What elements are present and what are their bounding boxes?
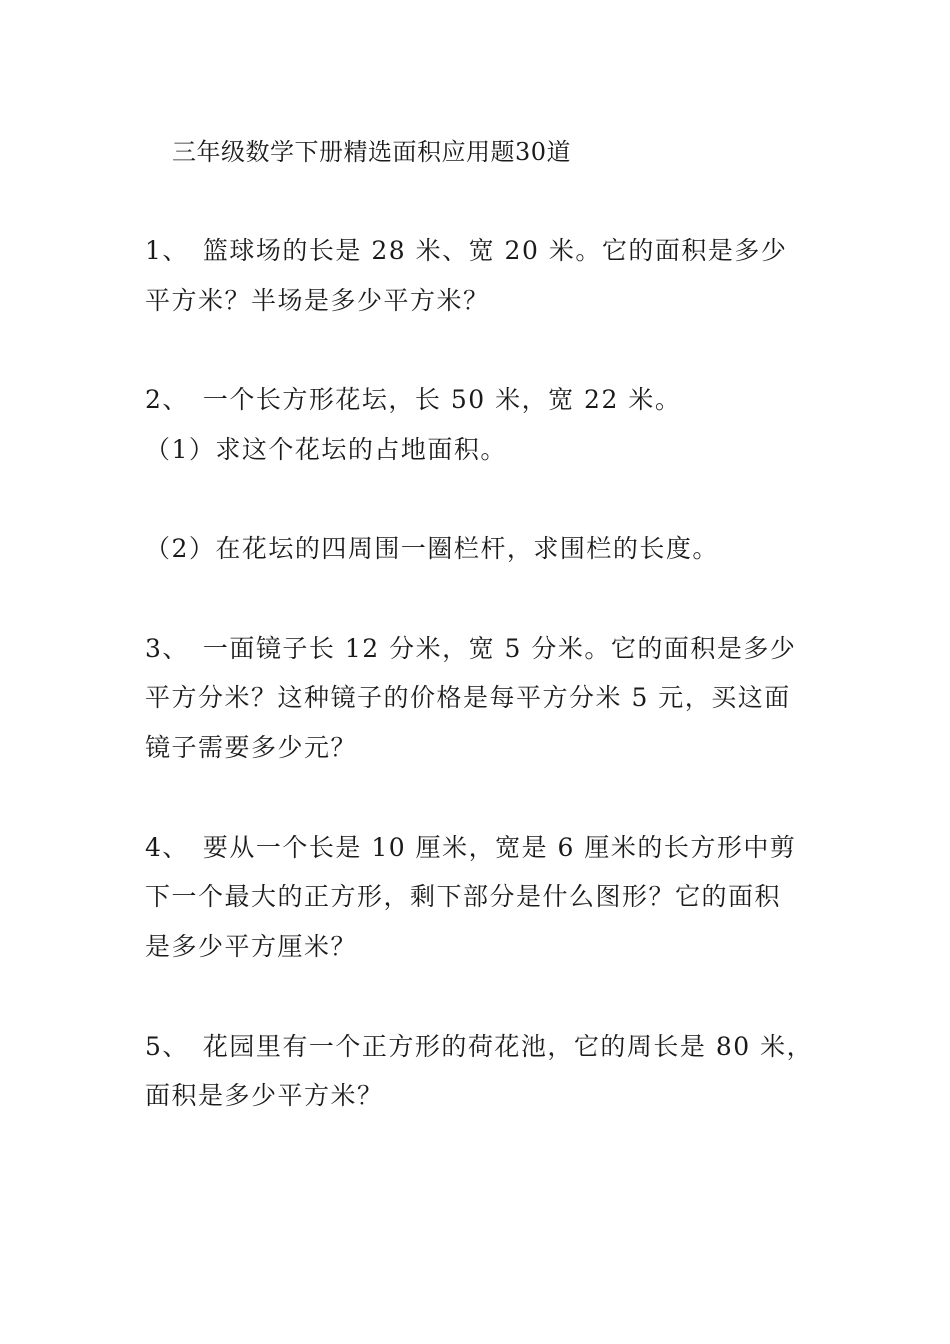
problem-2-subquestion-1: （1）求这个花坛的占地面积。	[145, 435, 507, 464]
problem-1-line-1: 1、 篮球场的长是 28 米、宽 20 米。它的面积是多少	[145, 236, 788, 265]
problem-2-subquestion-2: （2）在花坛的四周围一圈栏杆，求围栏的长度。	[145, 534, 719, 563]
problem-1-line-2: 平方米？半场是多少平方米？	[145, 286, 490, 315]
problem-5-line-1: 5、 花园里有一个正方形的荷花池，它的周长是 80 米，	[145, 1032, 814, 1061]
document-title: 三年级数学下册精选面积应用题30道	[172, 138, 572, 166]
problem-3-line-3: 镜子需要多少元？	[145, 733, 358, 762]
problem-3-line-2: 平方分米？这种镜子的价格是每平方分米 5 元，买这面	[145, 683, 791, 712]
problem-3-line-1: 3、 一面镜子长 12 分米，宽 5 分米。它的面积是多少	[145, 634, 797, 663]
problem-4-line-2: 下一个最大的正方形，剩下部分是什么图形？它的面积	[145, 882, 782, 911]
problem-4-line-3: 是多少平方厘米？	[145, 932, 358, 961]
problem-5-line-2: 面积是多少平方米？	[145, 1081, 384, 1110]
problem-4-line-1: 4、 要从一个长是 10 厘米，宽是 6 厘米的长方形中剪	[145, 833, 797, 862]
problem-2-line-1: 2、 一个长方形花坛，长 50 米，宽 22 米。	[145, 385, 682, 414]
